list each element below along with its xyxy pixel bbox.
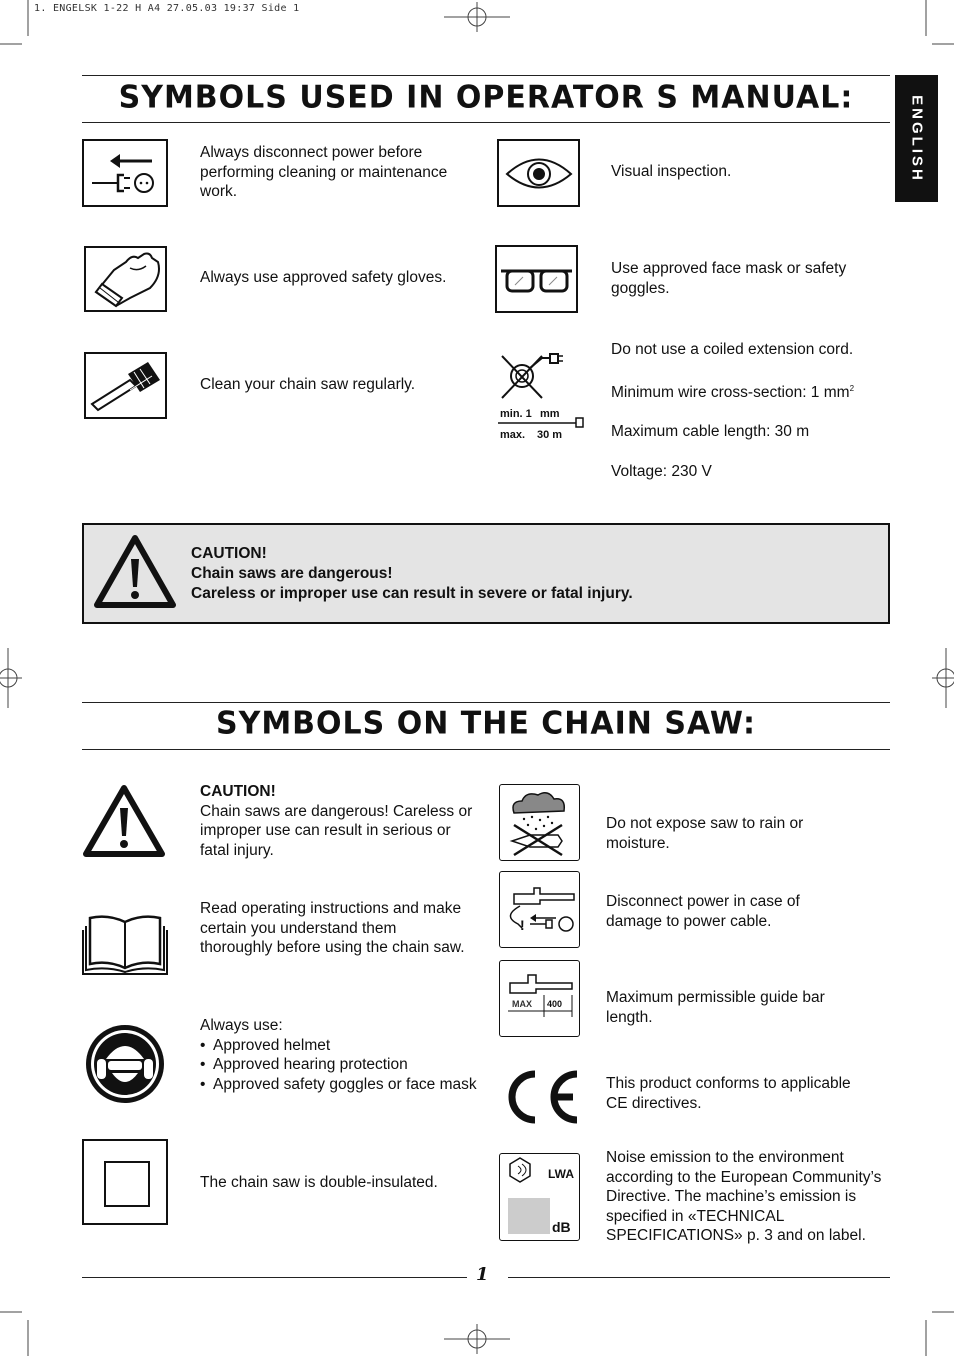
face-mask-text: Use approved face mask or safety goggles. [611,260,847,297]
rule-below-title [82,122,890,123]
print-header: 1. ENGELSK 1-22 H A4 27.05.03 19:37 Side 1 [34,3,300,14]
saw-caution-body: Chain saws are dangerous! Careless or improper use can result in serious or fatal injury. [200,802,473,859]
noise-text: Noise emission to the environment according to the European Community’s Directive. The machine’s emission is specified in «TECHNICAL SPECIFICATIONS» p. 3 and on label. [606,1149,882,1244]
gloves-text: Always use approved safety gloves. [200,269,447,286]
goggles-icon [495,245,578,313]
guide-bar-icon [499,960,580,1037]
ce-text: This product conforms to applicable CE directives. [606,1075,851,1112]
cord-icon-min: min. 1 [500,408,532,420]
rain-text: Do not expose saw to rain or moisture. [606,815,804,852]
cable-damage-icon [499,871,580,948]
noise-icon-lwa: LWA [548,1167,574,1181]
double-insulated-text: The chain saw is double-insulated. [200,1174,438,1191]
ppe-item-helmet: • Approved helmet [200,1036,480,1056]
disconnect-power-text: Always disconnect power before performing cleaning or maintenance work. [200,144,448,200]
warning-triangle-icon [93,533,177,611]
visual-inspection-text: Visual inspection. [611,163,732,180]
saw-caution-text [200,782,480,860]
clean-saw-text: Clean your chain saw regularly. [200,376,416,393]
cord-text-2-main: Minimum wire cross-section: 1 mm [611,384,850,402]
noise-icon [499,1153,580,1241]
ppe-icon [84,1023,166,1105]
language-tab [895,75,938,202]
saw-symbols-title: SYMBOLS ON THE CHAIN SAW: [216,705,756,742]
brush-icon [84,352,167,419]
cord-text-1: Do not use a coiled extension cord. [611,341,854,358]
double-insulated-inner-square [104,1161,150,1207]
svg-text:!: ! [520,917,525,933]
ce-mark-icon [499,1068,581,1126]
caution-box-line-3: Careless or improper use can result in severe or fatal injury. [191,585,633,602]
disconnect-power-icon [82,139,168,207]
ppe-text [200,1016,480,1094]
caution-box-line-2: Chain saws are dangerous! [191,565,393,582]
guide-bar-text: Maximum permissible guide bar length. [606,989,825,1026]
cord-text-4: Voltage: 230 V [611,463,712,481]
ppe-item-goggles: • Approved safety goggles or face mask [200,1075,480,1095]
footer-rule-left [82,1277,467,1278]
cord-icon-min-unit: mm [540,408,560,420]
rule-top [82,75,890,76]
cord-text-block [611,340,891,482]
caution-triangle-icon [82,782,166,860]
rain-icon [499,784,580,861]
rule-above-saw-title [82,702,890,703]
ppe-item-hearing: • Approved hearing protection [200,1055,480,1075]
language-tab-label: ENGLISH [908,94,925,183]
gloves-icon [84,246,167,312]
cord-text-3: Maximum cable length: 30 m [611,423,810,441]
caution-box-text [191,544,633,604]
cord-icon-max-val: 30 m [537,429,563,441]
read-manual-text: Read operating instructions and make certain you understand them thoroughly before using the chain saw. [200,900,465,956]
noise-icon-db: dB [552,1219,571,1235]
manual-symbols-title: SYMBOLS USED IN OPERATOR S MANUAL: [118,79,854,116]
extension-cord-icon [496,350,592,446]
ppe-heading: Always use: [200,1017,283,1034]
cord-text-2 [611,379,891,403]
caution-box-line-1: CAUTION! [191,545,267,562]
saw-caution-heading: CAUTION! [200,783,276,800]
page-number: 1 [476,1264,489,1285]
cord-text-2-sup: 2 [849,384,855,393]
rule-below-saw-title [82,749,890,750]
eye-icon [497,139,580,207]
double-insulated-icon [82,1139,168,1225]
guide-bar-icon-max: MAX [512,999,532,1009]
book-icon [82,912,168,976]
cable-damage-text: Disconnect power in case of damage to power cable. [606,893,800,930]
caution-box [82,523,890,624]
cord-icon-max: max. [500,429,526,441]
guide-bar-icon-value: 400 [547,999,563,1009]
footer-rule-right [508,1277,890,1278]
